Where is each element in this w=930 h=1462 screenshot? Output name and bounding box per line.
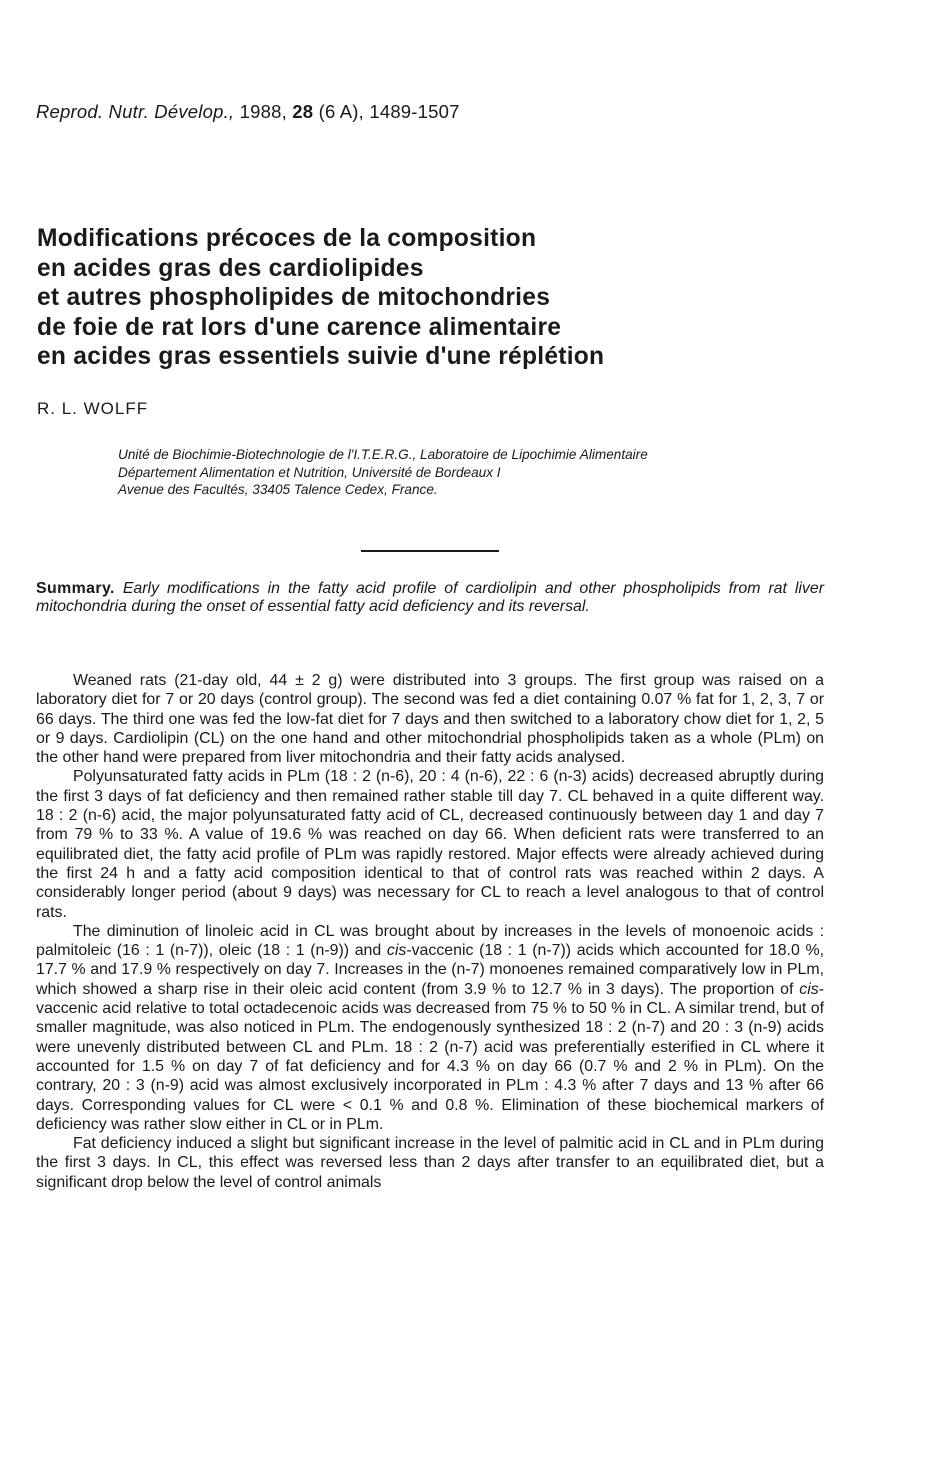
- summary-header: [36, 580, 824, 617]
- summary-body: [36, 671, 824, 1192]
- journal-name: Reprod. Nutr. Dévelop.,: [36, 101, 235, 122]
- journal-citation: [36, 101, 460, 123]
- journal-volume: 28: [292, 101, 314, 122]
- title-line: et autres phospholipides de mitochondries: [37, 284, 551, 311]
- title-line: Modifications précoces de la composition: [37, 225, 537, 252]
- paragraph-text: The diminution of linoleic acid in CL was brought about by increases in the levels of monoenoic acids : palmitoleic (16 : 1 (n-7)), oleic (18 : 1 (n-9)) and: [36, 922, 824, 960]
- title-line: en acides gras des cardiolipides: [37, 254, 424, 282]
- summary-english-title: Early modifications in the fatty acid profile of cardiolipin and other phospholipids from rat liver mitochondria during the onset of essential fatty acid deficiency and its reversal.: [36, 580, 825, 616]
- body-paragraph: [36, 922, 824, 1134]
- summary-heading: Summary.: [36, 580, 115, 597]
- body-paragraph: Weaned rats (21-day old, 44 ± 2 g) were distributed into 3 groups. The first group was raised on a laboratory diet for 7 or 20 days (control group). The second was fed a diet containing 0.07 % fat for 1, 2, 3, 7 or 66 days. The third one was fed the low-fat diet for 7 days and then switched to a laboratory chow diet for 1, 2, 5 or 9 days. Cardiolipin (CL) on the one hand and other mitochondrial phospholipids taken as a whole (PLm) on the other hand were prepared from liver mitochondria and their fatty acids analysed.: [36, 672, 824, 767]
- author-affiliation: [118, 446, 858, 499]
- body-paragraph: Polyunsaturated fatty acids in PLm (18 : 2 (n-6), 20 : 4 (n-6), 22 : 6 (n-3) acids) decreased abruptly during the first 3 days of fat deficiency and then remained rather stable till day 7. CL behaved in a quite different way. 18 : 2 (n-6) acid, the major polyunsaturated fatty acid of CL, decreased continuously between day 1 and day 7 from 79 % to 33 %. A value of 19.6 % was reached on day 66. When deficient rats were transferred to an equilibrated diet, the fatty acid profile of PLm was rapidly restored. Major effects were already achieved during the first 24 h and a fatty acid composition identical to that of control rats was reached within 2 days. A considerably longer period (about 9 days) was necessary for CL to reach a level analogous to that of control rats.: [36, 768, 824, 921]
- journal-year: 1988,: [239, 101, 287, 122]
- affiliation-line: Avenue des Facultés, 33405 Talence Cedex, France.: [118, 482, 438, 497]
- paragraph-text: -vaccenic acid relative to total octadecenoic acids was decreased from 75 % to 50 % in CL. A similar trend, but of smaller magnitude, was also noticed in PLm. The endogenously synthesized 18 : 2 (n-7) and 20 : 3 (n-9) acids were unevenly distributed between CL and PLm. 18 : 2 (n-7) acid was preferentially esterified in CL where it accounted for 1.5 % on day 7 of fat deficiency and for 4.3 % on day 66 (0.7 % and 2 % in PLm). On the contrary, 20 : 3 (n-9) acid was almost exclusively incorporated in PLm : 4.3 % after 7 days and 13 % after 66 days. Corresponding values for CL were < 0.1 % and 0.8 %. Elimination of these biochemical markers of deficiency was rather slow either in CL or in PLm.: [36, 980, 824, 1133]
- article-title: [37, 224, 897, 372]
- author-name: R. L. WOLFF: [37, 399, 149, 418]
- title-line: de foie de rat lors d'une carence alimentaire: [37, 313, 562, 341]
- title-line: en acides gras essentiels suivie d'une réplétion: [37, 343, 605, 370]
- italic-term: cis: [799, 980, 819, 998]
- paragraph-text: -vaccenic (18 : 1 (n-7)) acids which accounted for 18.0 %, 17.7 % and 17.9 % respectively on day 7. Increases in the (n-7) monoenes remained comparatively low in PLm, which showed a sharp rise in their oleic acid content (from 3.9 % to 12.7 % in 3 days). The proportion of: [36, 942, 824, 998]
- italic-term: cis: [386, 942, 407, 960]
- journal-issue: (6 A),: [318, 101, 364, 122]
- journal-pages: 1489-1507: [369, 101, 460, 122]
- affiliation-line: Département Alimentation et Nutrition, Université de Bordeaux I: [118, 464, 501, 480]
- section-divider: [361, 550, 499, 552]
- affiliation-line: Unité de Biochimie-Biotechnologie de l'I.T.E.R.G., Laboratoire de Lipochimie Alimentaire: [118, 447, 648, 462]
- body-paragraph: Fat deficiency induced a slight but significant increase in the level of palmitic acid in CL and in PLm during the first 3 days. In CL, this effect was reversed less than 2 days after transfer to an equilibrated diet, but a significant drop below the level of control animals: [36, 1135, 824, 1191]
